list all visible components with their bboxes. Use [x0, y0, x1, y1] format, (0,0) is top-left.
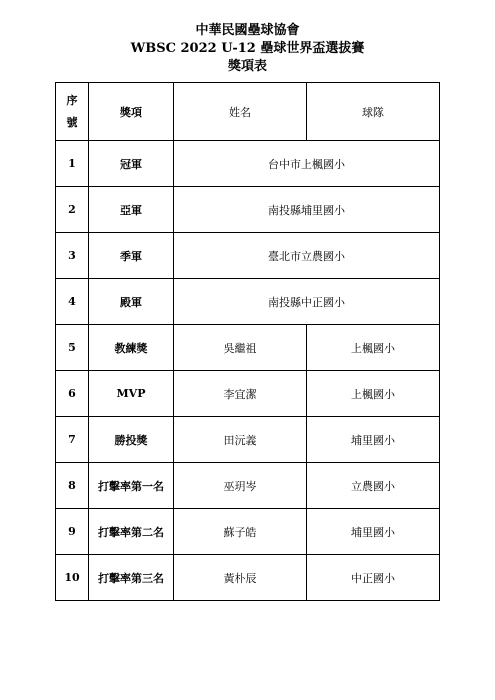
table-row — [56, 463, 440, 509]
row-number: 5 — [56, 325, 89, 371]
header-award: 獎項 — [89, 83, 174, 141]
row-name: 巫玥岑 — [174, 463, 307, 509]
row-number: 8 — [56, 463, 89, 509]
row-name: 吳繼祖 — [174, 325, 307, 371]
row-number: 6 — [56, 371, 89, 417]
row-award: 勝投獎 — [89, 417, 174, 463]
header-number-line2: 號 — [66, 115, 78, 129]
row-team: 立農國小 — [307, 463, 440, 509]
row-team: 埔里國小 — [307, 509, 440, 555]
table-row — [56, 371, 440, 417]
row-number: 4 — [56, 279, 89, 325]
row-team: 上楓國小 — [307, 325, 440, 371]
row-team: 上楓國小 — [307, 371, 440, 417]
row-number: 3 — [56, 233, 89, 279]
header-number — [56, 83, 89, 141]
header-team: 球隊 — [307, 83, 440, 141]
table-row — [56, 141, 440, 187]
awards-table — [55, 82, 440, 601]
document-header — [0, 22, 495, 76]
row-team: 中正國小 — [307, 555, 440, 601]
header-name: 姓名 — [174, 83, 307, 141]
row-award: 亞軍 — [89, 187, 174, 233]
row-number: 10 — [56, 555, 89, 601]
row-team: 埔里國小 — [307, 417, 440, 463]
row-award: 打擊率第二名 — [89, 509, 174, 555]
organization-name: 中華民國壘球協會 — [195, 23, 300, 38]
row-name: 蘇子皓 — [174, 509, 307, 555]
row-award: MVP — [89, 371, 174, 417]
table-row — [56, 233, 440, 279]
row-award: 打擊率第三名 — [89, 555, 174, 601]
row-winner-team: 台中市上楓國小 — [174, 141, 440, 187]
row-award: 殿軍 — [89, 279, 174, 325]
table-row — [56, 187, 440, 233]
row-name: 李宜潔 — [174, 371, 307, 417]
row-award: 季軍 — [89, 233, 174, 279]
row-winner-team: 南投縣中正國小 — [174, 279, 440, 325]
document-title: 獎項表 — [227, 59, 267, 74]
row-winner-team: 南投縣埔里國小 — [174, 187, 440, 233]
table-row — [56, 555, 440, 601]
row-number: 1 — [56, 141, 89, 187]
event-title: WBSC 2022 U-12 壘球世界盃選拔賽 — [130, 41, 365, 56]
table-row — [56, 509, 440, 555]
row-number: 2 — [56, 187, 89, 233]
header-number-line1: 序 — [66, 93, 78, 107]
row-award: 打擊率第一名 — [89, 463, 174, 509]
row-winner-team: 臺北市立農國小 — [174, 233, 440, 279]
row-name: 黃朴辰 — [174, 555, 307, 601]
row-number: 9 — [56, 509, 89, 555]
row-award: 教練獎 — [89, 325, 174, 371]
row-number: 7 — [56, 417, 89, 463]
table-header-row — [56, 83, 440, 141]
row-name: 田沅義 — [174, 417, 307, 463]
table-row — [56, 325, 440, 371]
table-row — [56, 417, 440, 463]
table-row — [56, 279, 440, 325]
row-award: 冠軍 — [89, 141, 174, 187]
